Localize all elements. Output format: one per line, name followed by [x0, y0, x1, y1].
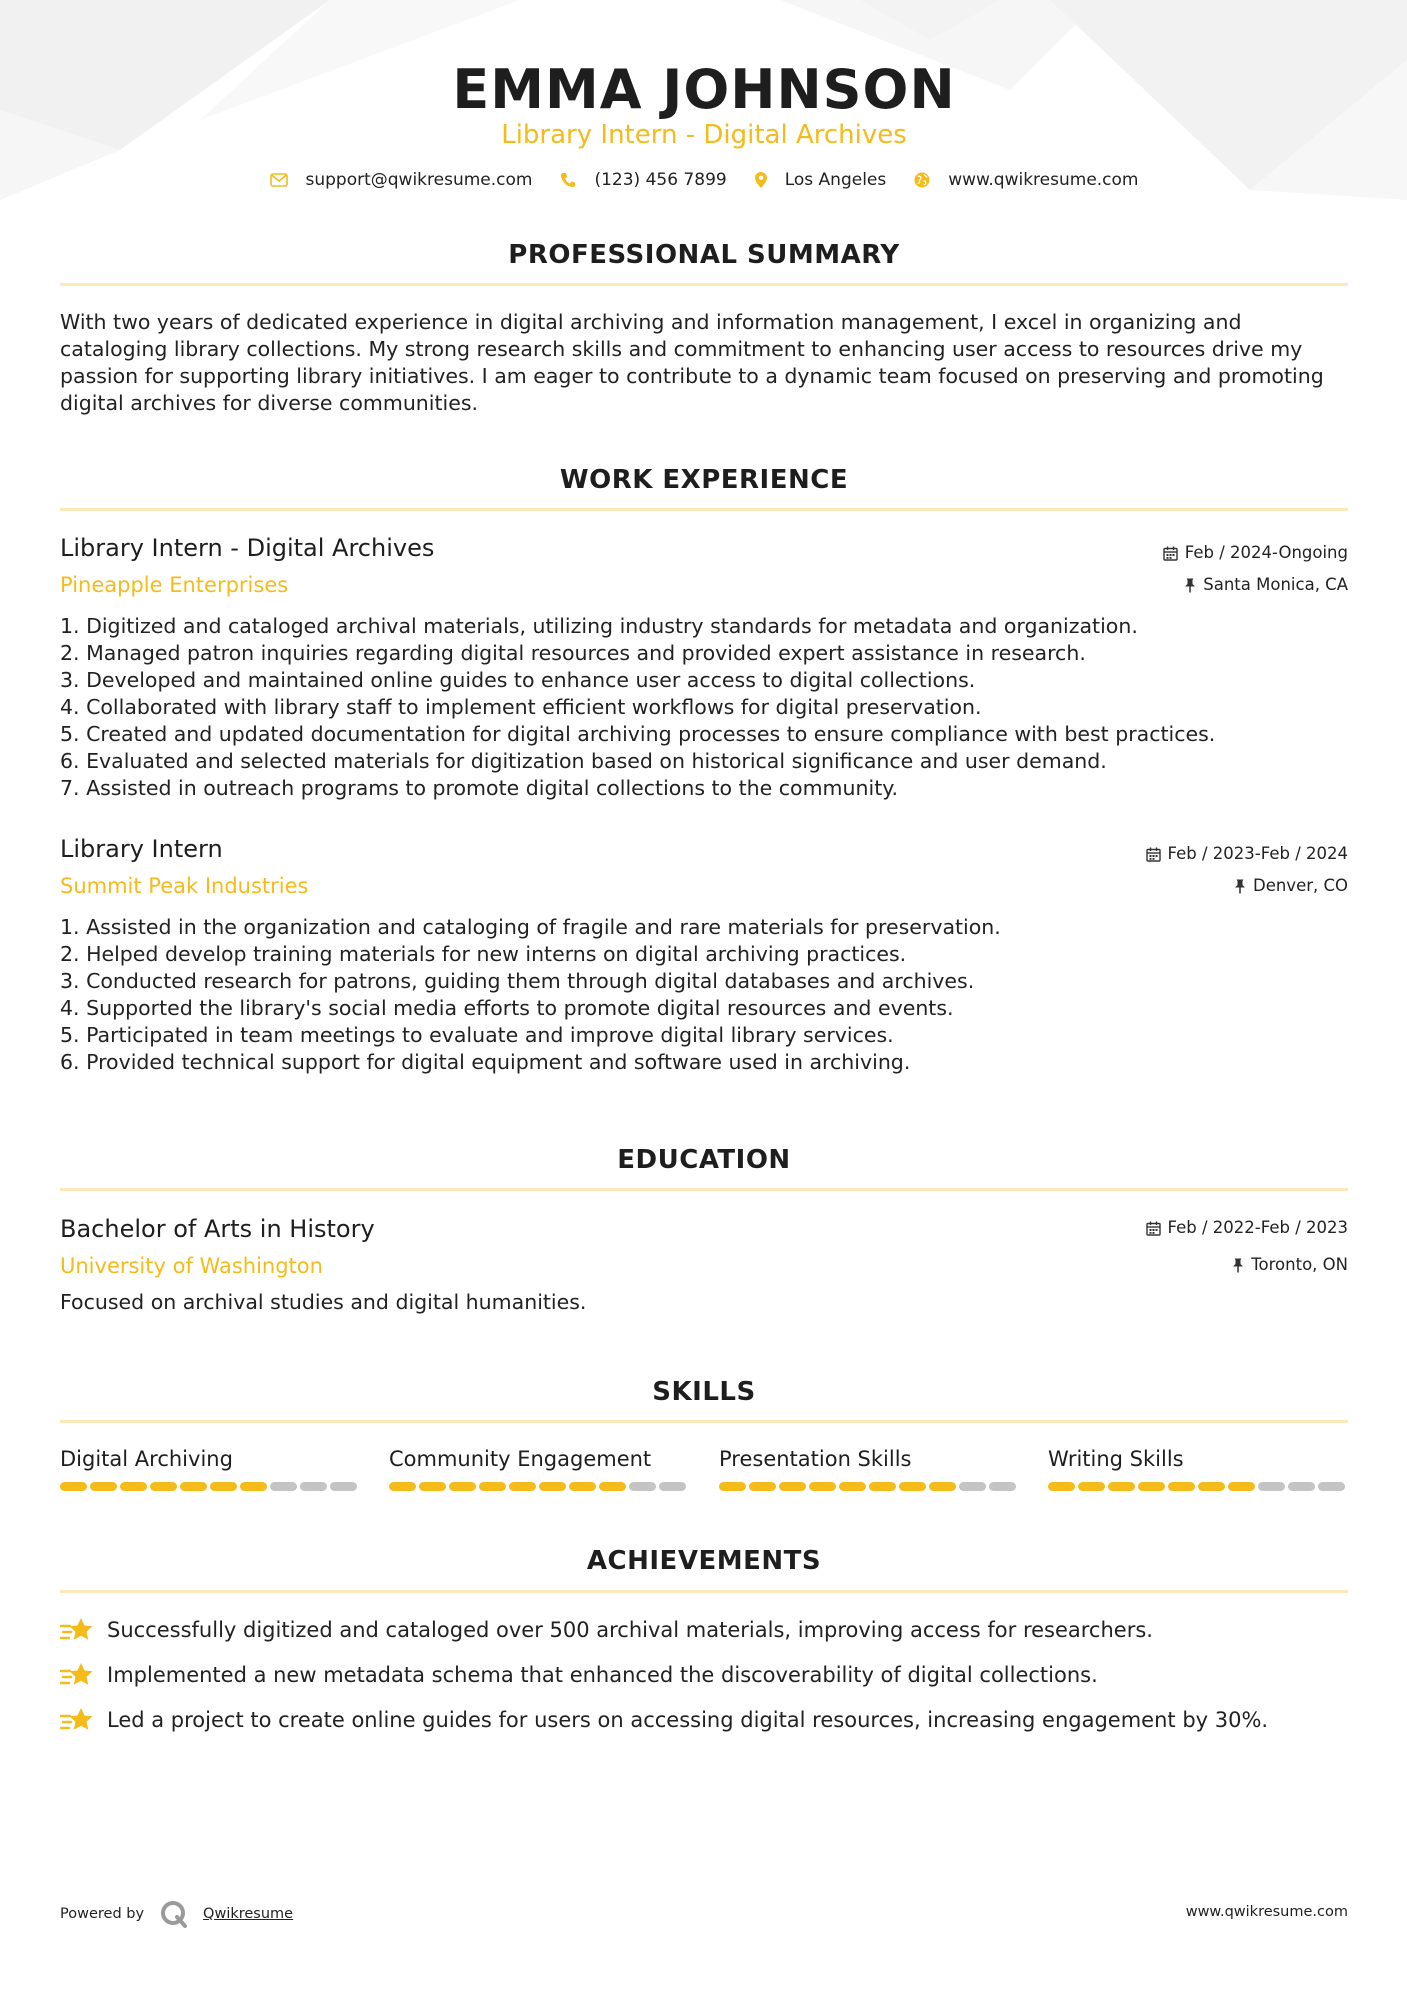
candidate-name: EMMA JOHNSON	[452, 58, 956, 121]
skill-segment-empty	[1258, 1482, 1285, 1491]
job-dates	[1163, 542, 1348, 564]
education-dates-text: Feb / 2022-Feb / 2023	[1167, 1218, 1348, 1237]
shooting-star-icon	[60, 1661, 94, 1689]
job-dates-text: Feb / 2024-Ongoing	[1184, 543, 1348, 562]
skill-item	[60, 1445, 360, 1491]
skill-rating-bar	[389, 1482, 689, 1491]
school-name: University of Washington	[60, 1254, 323, 1278]
list-item: 3. Conducted research for patrons, guiding them through digital databases and archives.	[60, 969, 975, 993]
list-item: 1. Digitized and cataloged archival materials, utilizing industry standards for metadata and organization.	[60, 614, 1138, 638]
skill-segment-filled	[1078, 1482, 1105, 1491]
skill-segment-empty	[629, 1482, 656, 1491]
list-item: 2. Helped develop training materials for new interns on digital archiving practices.	[60, 942, 907, 966]
skill-segment-filled	[929, 1482, 956, 1491]
qwikresume-logo-icon	[160, 1900, 188, 1928]
education-divider	[60, 1188, 1348, 1191]
list-item: 4. Collaborated with library staff to implement efficient workflows for digital preservation.	[60, 695, 982, 719]
skill-segment-filled	[1138, 1482, 1165, 1491]
skill-name: Presentation Skills	[719, 1447, 912, 1471]
contact-phone[interactable]	[560, 170, 726, 190]
job-company: Pineapple Enterprises	[60, 573, 289, 597]
skill-rating-bar	[60, 1482, 360, 1491]
job-location-text: Denver, CO	[1252, 876, 1348, 895]
summary-divider	[60, 283, 1348, 286]
powered-by-label: Powered by	[60, 1906, 145, 1922]
skill-segment-filled	[389, 1482, 416, 1491]
website-text: www.qwikresume.com	[948, 170, 1139, 190]
map-marker-icon	[755, 172, 767, 188]
skill-segment-filled	[509, 1482, 536, 1491]
skill-segment-filled	[449, 1482, 476, 1491]
skill-segment-filled	[1228, 1482, 1255, 1491]
envelope-icon	[270, 173, 288, 187]
skill-segment-filled	[1108, 1482, 1135, 1491]
education-description: Focused on archival studies and digital humanities.	[60, 1290, 587, 1314]
email-text: support@qwikresume.com	[305, 170, 533, 190]
contact-bar	[60, 170, 1348, 190]
list-item: 7. Assisted in outreach programs to promote digital collections to the community.	[60, 776, 898, 800]
list-item: 2. Managed patron inquiries regarding digital resources and provided expert assistance in research.	[60, 641, 1086, 665]
skill-segment-filled	[899, 1482, 926, 1491]
list-item: 3. Developed and maintained online guides to enhance user access to digital collections.	[60, 668, 976, 692]
list-item: 4. Supported the library's social media efforts to promote digital resources and events.	[60, 996, 954, 1020]
skill-item	[389, 1445, 689, 1491]
education-dates	[1146, 1217, 1348, 1239]
shooting-star-icon	[60, 1616, 94, 1644]
skill-segment-filled	[569, 1482, 596, 1491]
calendar-icon	[1146, 1221, 1161, 1236]
skill-segment-filled	[539, 1482, 566, 1491]
achievement-text: Successfully digitized and cataloged over 500 archival materials, improving access for researchers.	[107, 1618, 1153, 1642]
qwikresume-link[interactable]: Qwikresume	[203, 1906, 294, 1922]
skill-segment-empty	[989, 1482, 1016, 1491]
pushpin-icon	[1234, 879, 1246, 894]
list-item	[60, 1616, 1153, 1644]
skill-name: Writing Skills	[1048, 1447, 1184, 1471]
skill-segment-filled	[749, 1482, 776, 1491]
skill-segment-empty	[959, 1482, 986, 1491]
job-location	[1184, 574, 1348, 596]
skill-segment-filled	[180, 1482, 207, 1491]
list-item: 5. Participated in team meetings to evaluate and improve digital library services.	[60, 1023, 894, 1047]
job-title: Library Intern	[60, 835, 223, 863]
shooting-star-icon	[60, 1706, 94, 1734]
skill-segment-filled	[150, 1482, 177, 1491]
phone-text: (123) 456 7899	[594, 170, 727, 190]
pushpin-icon	[1232, 1258, 1244, 1273]
degree-title: Bachelor of Arts in History	[60, 1215, 375, 1243]
globe-icon	[914, 172, 930, 188]
job-title: Library Intern - Digital Archives	[60, 534, 435, 562]
contact-website[interactable]	[914, 170, 1138, 190]
footer-website-link[interactable]: www.qwikresume.com	[1185, 1904, 1348, 1920]
phone-icon	[560, 172, 576, 188]
skill-segment-empty	[1288, 1482, 1315, 1491]
skill-segment-filled	[1168, 1482, 1195, 1491]
job-responsibilities	[60, 914, 1350, 1076]
candidate-title: Library Intern - Digital Archives	[501, 120, 907, 150]
skill-rating-bar	[719, 1482, 1019, 1491]
skill-segment-filled	[779, 1482, 806, 1491]
contact-email[interactable]	[270, 170, 533, 190]
achievements-heading: ACHIEVEMENTS	[586, 1546, 822, 1576]
job-location	[1234, 875, 1348, 897]
job-dates-text: Feb / 2023-Feb / 2024	[1167, 844, 1348, 863]
job-responsibilities	[60, 613, 1350, 802]
skill-segment-filled	[1048, 1482, 1075, 1491]
skill-rating-bar	[1048, 1482, 1348, 1491]
skill-segment-empty	[1318, 1482, 1345, 1491]
skill-name: Community Engagement	[389, 1447, 652, 1471]
summary-heading: PROFESSIONAL SUMMARY	[508, 240, 900, 270]
skill-segment-filled	[1198, 1482, 1225, 1491]
job-dates	[1146, 843, 1348, 865]
skill-segment-filled	[479, 1482, 506, 1491]
list-item	[60, 1706, 1268, 1734]
achievement-text: Led a project to create online guides for users on accessing digital resources, increasing engagement by 30%.	[107, 1708, 1269, 1732]
list-item: 6. Evaluated and selected materials for digitization based on historical significance and user demand.	[60, 749, 1107, 773]
list-item: 6. Provided technical support for digital equipment and software used in archiving.	[60, 1050, 911, 1074]
pushpin-icon	[1184, 578, 1196, 593]
experience-heading: WORK EXPERIENCE	[559, 465, 849, 495]
experience-divider	[60, 508, 1348, 511]
skill-segment-filled	[809, 1482, 836, 1491]
skill-item	[1048, 1445, 1348, 1491]
skill-segment-filled	[210, 1482, 237, 1491]
skill-segment-empty	[330, 1482, 357, 1491]
skill-segment-empty	[659, 1482, 686, 1491]
list-item: 1. Assisted in the organization and cataloging of fragile and rare materials for preservation.	[60, 915, 1001, 939]
list-item: 5. Created and updated documentation for digital archiving processes to ensure compliance with best practices.	[60, 722, 1216, 746]
job-location-text: Santa Monica, CA	[1203, 575, 1348, 594]
summary-text: With two years of dedicated experience in digital archiving and information management, I excel in organizing and cataloging library collections. My strong research skills and commitment to enhancing user access to resources drive my passion for supporting library initiatives. I am eager to contribute to a dynamic team focused on preserving and promoting digital archives for diverse communities.	[60, 310, 1324, 415]
skill-segment-filled	[719, 1482, 746, 1491]
achievements-divider	[60, 1590, 1348, 1593]
skill-name: Digital Archiving	[60, 1447, 233, 1471]
calendar-icon	[1163, 546, 1178, 561]
skill-segment-empty	[300, 1482, 327, 1491]
education-location-text: Toronto, ON	[1251, 1255, 1348, 1274]
skill-segment-filled	[90, 1482, 117, 1491]
skills-divider	[60, 1420, 1348, 1423]
job-company: Summit Peak Industries	[60, 874, 309, 898]
skills-heading: SKILLS	[652, 1377, 756, 1407]
footer-powered-by	[60, 1900, 293, 1928]
skill-segment-filled	[599, 1482, 626, 1491]
education-location	[1232, 1254, 1348, 1276]
skill-segment-filled	[240, 1482, 267, 1491]
skill-segment-filled	[120, 1482, 147, 1491]
skill-segment-filled	[60, 1482, 87, 1491]
skill-segment-empty	[270, 1482, 297, 1491]
skill-segment-filled	[839, 1482, 866, 1491]
calendar-icon	[1146, 847, 1161, 862]
skill-segment-filled	[419, 1482, 446, 1491]
achievement-text: Implemented a new metadata schema that enhanced the discoverability of digital collections.	[107, 1663, 1098, 1687]
list-item	[60, 1661, 1098, 1689]
education-heading: EDUCATION	[617, 1145, 791, 1175]
skill-segment-filled	[869, 1482, 896, 1491]
contact-location	[755, 170, 887, 190]
location-text: Los Angeles	[784, 170, 887, 190]
skill-item	[719, 1445, 1019, 1491]
